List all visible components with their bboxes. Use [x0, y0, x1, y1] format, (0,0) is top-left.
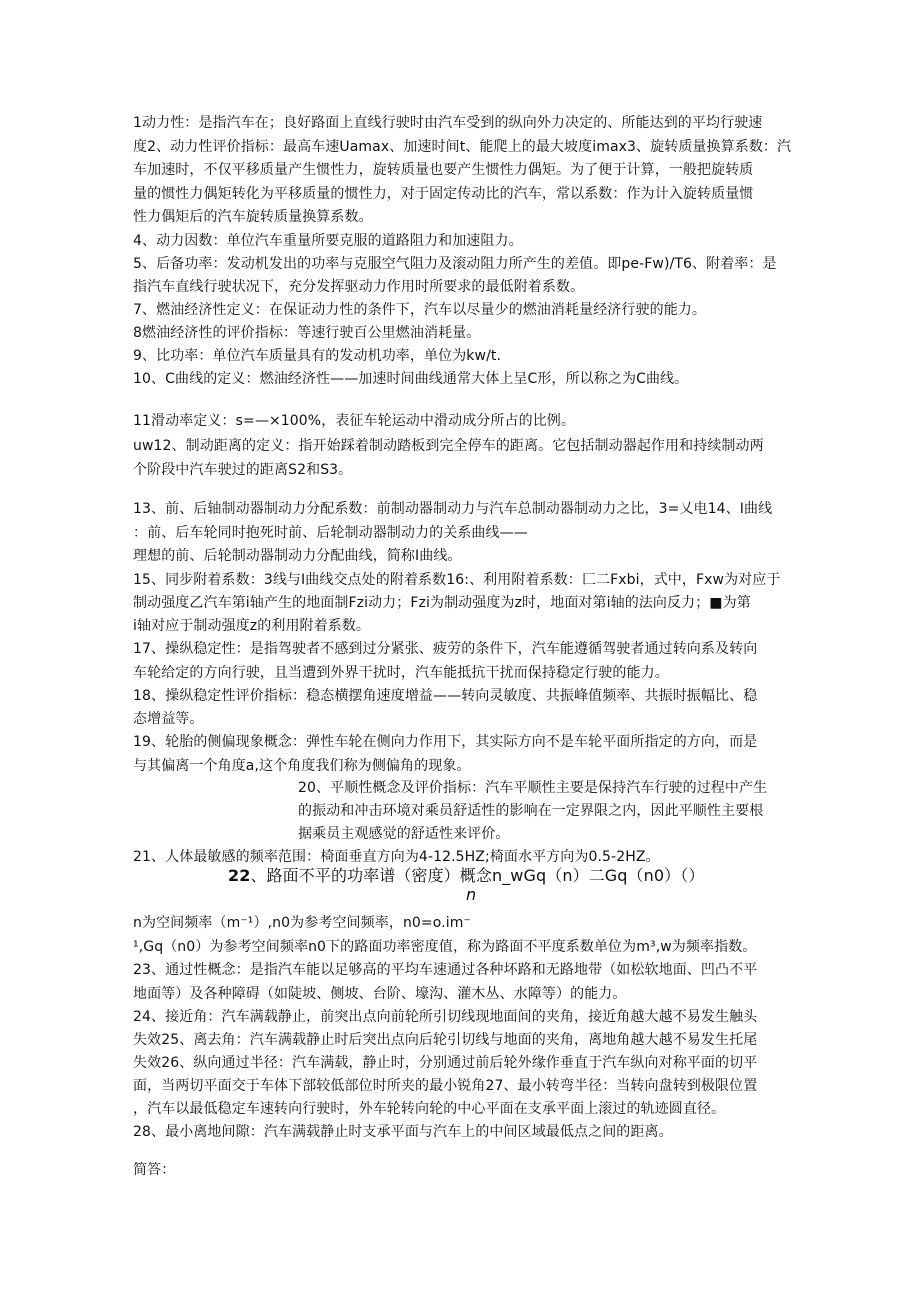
text-line: 理想的前、后轮制动器制动力分配曲线，简称I曲线。: [133, 548, 462, 564]
text-line: 态增益等。: [133, 711, 204, 727]
definition-22-formula-line: [228, 867, 704, 885]
text-line: i轴对应于制动强度z的利用附着系数。: [133, 618, 371, 634]
formula-denominator: n: [466, 885, 477, 904]
text-line: 28、最小离地间隙：汽车满载静止时支承平面与汽车上的中间区域最低点之间的距离。: [133, 1124, 673, 1140]
text-line: 8燃油经济性的评价指标：等速行驶百公里燃油消耗量。: [133, 325, 481, 341]
text-line: 度2、动力性评价指标：最高车速Uamax、加速时间t、能爬上的最大坡度imax3、旋转质量换算系数：汽: [133, 139, 792, 155]
text-line: 地面等）及各种障碍（如陡坡、侧坡、台阶、壕沟、灌木丛、水障等）的能力。: [133, 986, 627, 1002]
text-line: 9、比功率：单位汽车质量具有的发动机功率，单位为kw/t.: [133, 348, 502, 364]
text-line: 19、轮胎的侧偏现象概念：弹性车轮在侧向力作用下，其实际方向不是车轮平面所指定的方向，而是: [133, 734, 758, 750]
text-line: uw12、制动距离的定义：指开始踩着制动踏板到完全停车的距离。它包括制动器起作用和持续制动两: [133, 438, 764, 454]
text-line: 的振动和冲击环境对乘员舒适性的影响在一定界限之内，因此平顺性主要根: [298, 803, 764, 819]
text-line: n为空间频率（m⁻¹）,n0为参考空间频率，n0=o.im⁻: [133, 915, 471, 931]
text-line: 指汽车直线行驶状况下，充分发挥驱动力作用时所要求的最低附着系数。: [133, 279, 585, 295]
definition-21-line: 21、人体最敏感的频率范围：椅面垂直方向为4-12.5HZ;椅面水平方向为0.5-2HZ。: [133, 849, 660, 865]
text-line: 1动力性：是指汽车在；良好路面上直线行驶时由汽车受到的纵向外力决定的、所能达到的平均行驶速: [133, 115, 763, 131]
text-line: 15、同步附着系数：3线与I曲线交点处的附着系数16:、利用附着系数：匚二Fxbi，式中，Fxw为对应于: [133, 572, 781, 588]
text-line: 4、动力因数：单位汽车重量所要克服的道路阻力和加速阻力。: [133, 233, 523, 249]
definition-22-text: 、路面不平的功率谱（密度）概念n_wGq（n）二Gq（n0）（）: [250, 866, 705, 885]
text-line: 失效25、离去角：汽车满载静止时后突出点向后轮引切线与地面的夹角，离地角越大越不易发生托尾: [133, 1032, 758, 1048]
text-line: 13、前、后轴制动器制动力分配系数：前制动器制动力与汽车总制动器制动力之比，3=乂电14、I曲线: [133, 501, 773, 517]
text-line: 个阶段中汽车驶过的距离S2和S3。: [133, 462, 353, 478]
text-line: 5、后备功率：发动机发出的功率与克服空气阻力及滚动阻力所产生的差值。即pe-Fw)/T6、附着率：是: [133, 256, 777, 272]
definition-22-number: 22: [228, 866, 251, 885]
section-heading-short-answer: 简答：: [133, 1162, 176, 1178]
text-line: 失效26、纵向通过半径：汽车满载，静止时，分别通过前后轮外缘作垂直于汽车纵向对称平面的切平: [133, 1055, 758, 1071]
text-line: 与其偏离一个角度a,这个角度我们称为侧偏角的现象。: [133, 758, 471, 774]
text-line: 制动强度乙汽车第i轴产生的地面制Fzi动力；Fzi为制动强度为z时，地面对第i轴的法向反力；■为第: [133, 595, 751, 611]
text-line: 据乘员主观感觉的舒适性来评价。: [298, 826, 510, 842]
text-line: 量的惯性力偶矩转化为平移质量的惯性力，对于固定传动比的汽车，常以系数：作为计入旋转质量惯: [133, 186, 754, 202]
text-line: 23、通过性概念：是指汽车能以足够高的平均车速通过各种坏路和无路地带（如松软地面、凹凸不平: [133, 962, 758, 978]
text-line: 面，当两切平面交于车体下部较低部位时所夹的最小锐角27、最小转弯半径：当转向盘转到极限位置: [133, 1078, 758, 1094]
text-line: 18、操纵稳定性评价指标：稳态横摆角速度增益——转向灵敏度、共振峰值频率、共振时振幅比、稳: [133, 688, 758, 704]
text-line: 7、燃油经济性定义：在保证动力性的条件下，汽车以尽量少的燃油消耗量经济行驶的能力。: [133, 302, 707, 318]
text-line: ：前、后车轮同时抱死时前、后轮制动器制动力的关系曲线——: [133, 525, 528, 541]
text-line: 20、平顺性概念及评价指标：汽车平顺性主要是保持汽车行驶的过程中产生: [298, 780, 768, 796]
text-line: 车加速时，不仅平移质量产生惯性力，旋转质量也要产生惯性力偶矩。为了便于计算，一般把旋转质: [133, 162, 754, 178]
text-line: ¹,Gq（n0）为参考空间频率n0下的路面功率密度值，称为路面不平度系数单位为m³,w为频率指数。: [133, 939, 757, 955]
text-line: 17、操纵稳定性：是指驾驶者不感到过分紧张、疲劳的条件下，汽车能遵循驾驶者通过转向系及转向: [133, 641, 758, 657]
text-line: 车轮给定的方向行驶，且当遭到外界干扰时，汽车能抵抗干扰而保持稳定行驶的能力。: [133, 665, 669, 681]
text-line: 24、接近角：汽车满载静止，前突出点向前轮所引切线现地面间的夹角，接近角越大越不易发生触头: [133, 1009, 758, 1025]
text-line: 性力偶矩后的汽车旋转质量换算系数。: [133, 209, 373, 225]
text-line: 10、C曲线的定义：燃油经济性——加速时间曲线通常大体上呈C形，所以称之为C曲线。: [133, 371, 689, 387]
text-line: 11滑动率定义：s=—×100%，表征车轮运动中滑动成分所占的比例。: [133, 413, 575, 429]
text-line: ，汽车以最低稳定车速转向行驶时，外车轮转向轮的中心平面在支承平面上滚过的轨迹圆直径。: [133, 1101, 726, 1117]
